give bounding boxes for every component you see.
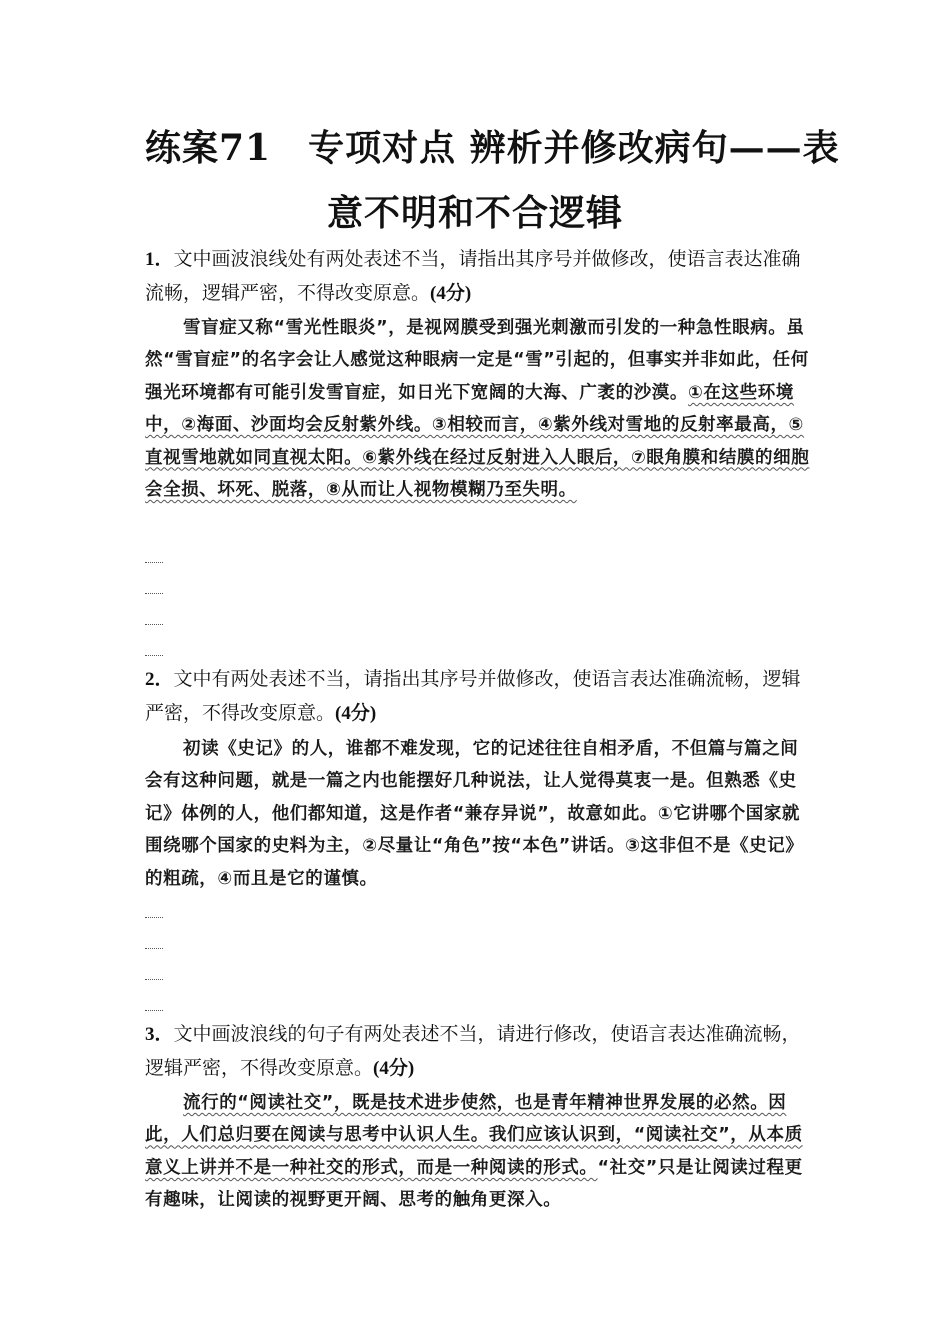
question-3-passage-wavy-a: 流行的“阅读社交”，既是技术进步使然，也是青年精神世界发展的必然。因此，人们总归要在阅读与思考中认识人生。: [145, 1093, 787, 1146]
question-2-passage: [145, 733, 810, 895]
answer-line: [145, 948, 163, 949]
answer-line: [145, 917, 163, 918]
question-3-score: (4分): [373, 1058, 415, 1079]
question-1-passage: [145, 312, 810, 506]
answer-line: [145, 655, 163, 656]
answer-line: [145, 979, 163, 980]
question-3-passage: [145, 1087, 810, 1217]
page-title-line-1: 练案71 专项对点 辨析并修改病句——表: [145, 127, 840, 169]
question-3-number: 3．: [145, 1024, 174, 1045]
answer-line: [145, 562, 163, 563]
question-3-passage-wavy: 我们应该认识到，“阅读社交”，从本质意义上讲并不是一种社交的形式，而是一种阅读的形式。: [145, 1125, 803, 1178]
question-2-number: 2．: [145, 669, 174, 690]
answer-line: [145, 624, 163, 625]
answer-line: [145, 593, 163, 594]
question-3-prompt: [145, 1018, 810, 1086]
question-1-text: 文中画波浪线处有两处表述不当，请指出其序号并做修改，使语言表达准确流畅，逻辑严密，不得改变原意。: [145, 249, 801, 304]
question-2-score: (4分): [335, 703, 377, 724]
question-2-text: 文中有两处表述不当，请指出其序号并做修改，使语言表达准确流畅，逻辑严密，不得改变原意。: [145, 669, 801, 724]
question-1-passage-wavy: ①在这些环境中，②海面、沙面均会反射紫外线。③相较而言，④紫外线对雪地的反射率最高，⑤直视雪地就如同直视太阳。⑥紫外线在经过反射进入人眼后，⑦眼角膜和结膜的细胞会全损、坏死、脱落，⑧从而让人视物模糊乃至失明。: [145, 382, 810, 501]
question-1-passage-plain: 雪盲症又称“雪光性眼炎”，是视网膜受到强光刺激而引发的一种急性眼病。虽然“雪盲症”的名字会让人感觉这种眼病一定是“雪”引起的，但事实并非如此，任何强光环境都有可能引发雪盲症，如日光下宽阔的大海、广袤的沙漠。: [145, 318, 809, 403]
page-title-line-2: 意不明和不合逻辑: [326, 192, 623, 234]
question-1-score: (4分): [430, 283, 472, 304]
question-2-prompt: [145, 663, 810, 731]
question-2-passage-plain: 初读《史记》的人，谁都不难发现，它的记述往往自相矛盾，不但篇与篇之间会有这种问题，就是一篇之内也能摆好几种说法，让人觉得莫衷一是。但熟悉《史记》体例的人，他们都知道，这是作者“兼存异说”，故意如此。①它讲哪个国家就围绕哪个国家的史料为主，②尽量让“角色”按“本色”讲话。③这非但不是《史记》的粗疏，④而且是它的谨慎。: [145, 739, 804, 889]
question-1-prompt: [145, 243, 810, 311]
question-3-text: 文中画波浪线的句子有两处表述不当，请进行修改，使语言表达准确流畅，逻辑严密，不得改变原意。: [145, 1024, 801, 1079]
question-3-passage-plain: “社交”只是让阅读过程更有趣味，让阅读的视野更开阔、思考的触角更深入。: [145, 1157, 803, 1211]
question-1-number: 1．: [145, 249, 174, 270]
answer-line: [145, 1010, 163, 1011]
